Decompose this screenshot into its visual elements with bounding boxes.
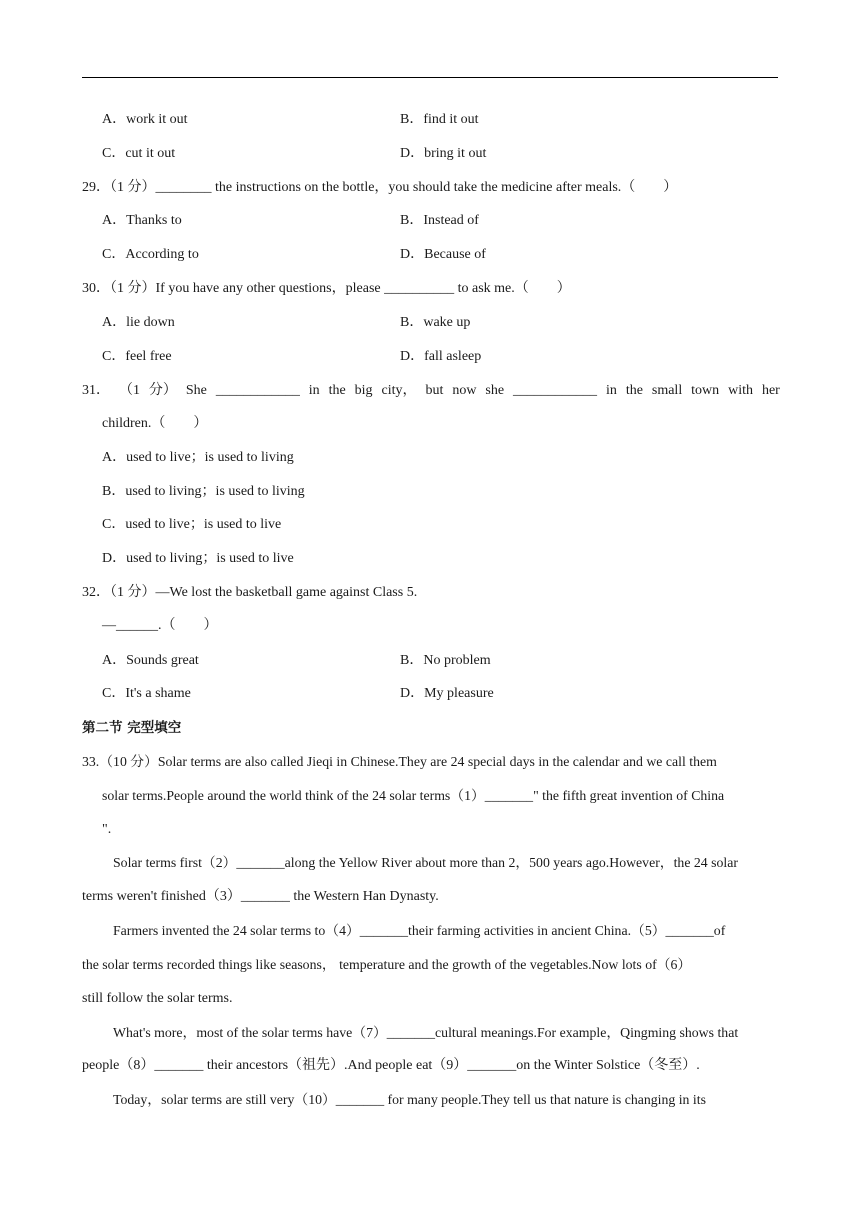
q28-option-d: D．bring it out xyxy=(400,146,487,161)
q31-word: the xyxy=(625,383,643,398)
q33-paragraph-line: still follow the solar terms. xyxy=(82,991,233,1006)
q32-option-d: D．My pleasure xyxy=(400,686,494,701)
q31-word: now xyxy=(452,383,477,398)
q31-option-c: C．used to live；is used to live xyxy=(102,517,282,532)
q28-option-b: B．find it out xyxy=(400,112,479,127)
q33-paragraph-line: terms weren't finished（3）_______ the Western Han Dynasty. xyxy=(82,889,439,904)
header-rule xyxy=(82,77,778,78)
q31-blank: ____________ xyxy=(513,383,598,398)
q32-option-c: C．It's a shame xyxy=(102,686,191,701)
q33-paragraph-line: Farmers invented the 24 solar terms to（4）_______their farming activities in ancient China.（5）_______of xyxy=(113,923,726,938)
q28-option-c: C．cut it out xyxy=(102,146,176,161)
q31-word: 分） xyxy=(148,383,177,398)
q30-option-b: B．wake up xyxy=(400,315,471,330)
q29-option-a: A．Thanks to xyxy=(102,213,182,228)
q31-word: her xyxy=(761,383,780,398)
q31-option-b: B．used to living；is used to living xyxy=(102,484,305,499)
q29-option-d: D．Because of xyxy=(400,247,486,262)
q31-word: small xyxy=(651,383,683,398)
q28-option-a: A．work it out xyxy=(102,112,188,127)
q30-stem: 30．（1 分）If you have any other questions，please __________ to ask me.（ ） xyxy=(82,281,571,296)
q30-option-a: A．lie down xyxy=(102,315,175,330)
q31-stem xyxy=(82,382,780,400)
q33-line: solar terms.People around the world think of the 24 solar terms（1）_______" the fifth great invention of China xyxy=(102,788,725,803)
q33-line: 33.（10 分）Solar terms are also called Jieqi in Chinese.They are 24 special days in the calendar and we call them xyxy=(82,754,717,769)
q31-option-a: A．used to live；is used to living xyxy=(102,450,294,465)
q31-word: town xyxy=(691,383,720,398)
q32-stem: 32．（1 分）—We lost the basketball game against Class 5. xyxy=(82,585,418,600)
q29-stem: 29．（1 分）________ the instructions on the bottle，you should take the medicine after meals.（ ） xyxy=(82,180,678,195)
q32-option-b: B．No problem xyxy=(400,653,491,668)
q31-word: she xyxy=(485,383,505,398)
q31-word: city， xyxy=(381,383,417,398)
q31-word: in xyxy=(605,383,617,398)
q31-stem-line2: children.（ ） xyxy=(102,416,208,431)
q32-stem-line2: —______.（ ） xyxy=(102,618,218,633)
q31-word: She xyxy=(185,383,207,398)
q31-word: in xyxy=(308,383,320,398)
q29-option-c: C．According to xyxy=(102,247,199,262)
q31-word: （1 xyxy=(118,383,140,398)
section-heading: 第二节 完型填空 xyxy=(82,720,182,736)
q33-paragraph-line: people（8）_______ their ancestors（祖先）.And people eat（9）_______on the Winter Solstice（冬至）. xyxy=(82,1058,700,1073)
q30-option-d: D．fall asleep xyxy=(400,349,482,364)
q30-option-c: C．feel free xyxy=(102,349,172,364)
q31-word: big xyxy=(354,383,373,398)
q29-option-b: B．Instead of xyxy=(400,213,479,228)
q33-paragraph-line: Today，solar terms are still very（10）_______ for many people.They tell us that nature is changing in its xyxy=(113,1092,706,1107)
q31-word: 31． xyxy=(82,383,110,398)
q33-paragraph-line: the solar terms recorded things like seasons， temperature and the growth of the vegetables.Now lots of（6） xyxy=(82,957,692,972)
q32-option-a: A．Sounds great xyxy=(102,653,199,668)
q31-word: with xyxy=(728,383,754,398)
q33-line: ". xyxy=(102,822,112,837)
q31-word: but xyxy=(425,383,444,398)
q31-blank: ____________ xyxy=(215,383,300,398)
q33-paragraph-line: What's more，most of the solar terms have（7）_______cultural meanings.For example，Qingming shows that xyxy=(113,1025,739,1040)
q31-option-d: D．used to living；is used to live xyxy=(102,551,294,566)
q33-paragraph-line: Solar terms first（2）_______along the Yellow River about more than 2，500 years ago.However，the 24 solar xyxy=(113,855,738,870)
q31-word: the xyxy=(328,383,346,398)
